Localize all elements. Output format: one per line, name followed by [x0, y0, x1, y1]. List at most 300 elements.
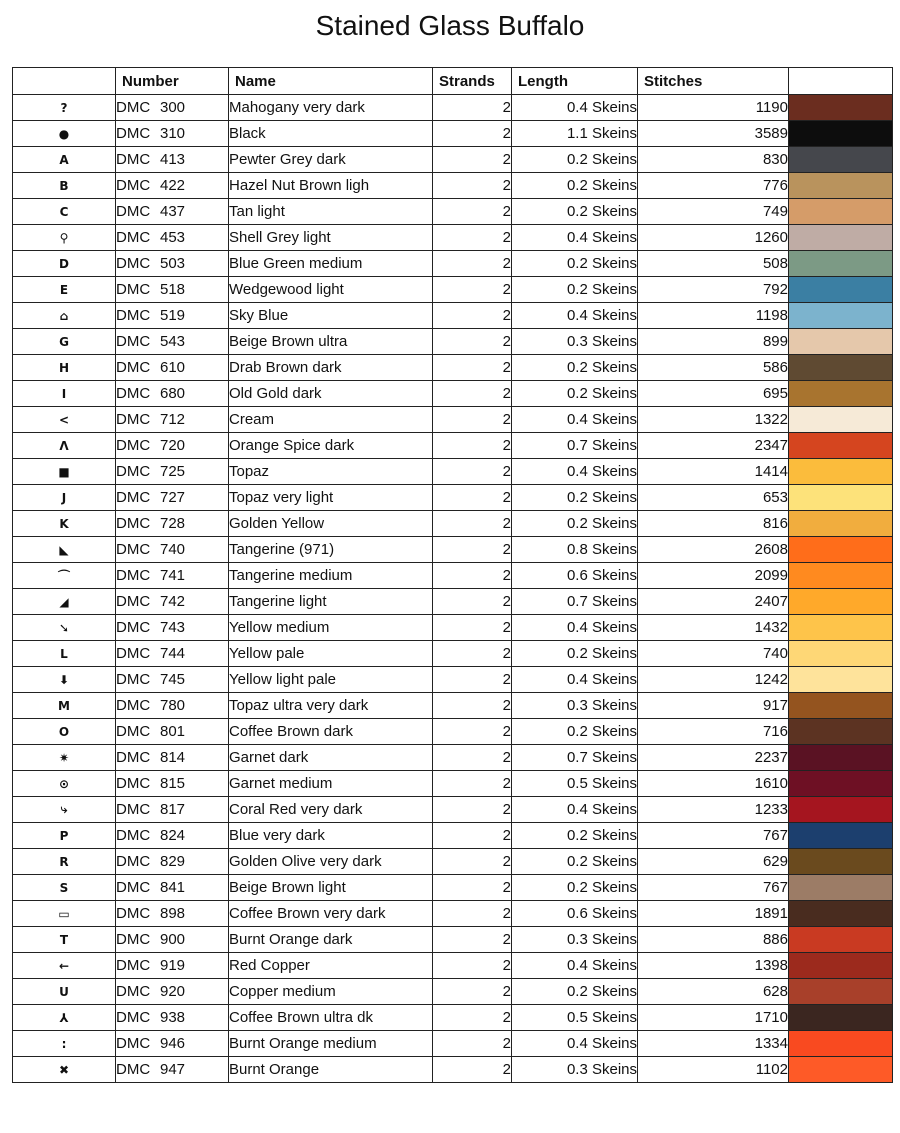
thread-brand: DMC — [116, 931, 151, 948]
color-swatch — [789, 199, 892, 224]
thread-code: 829 — [160, 853, 186, 870]
thread-brand: DMC — [116, 1061, 151, 1078]
stitches-value: 586 — [638, 355, 789, 381]
stitches-value: 740 — [638, 641, 789, 667]
color-swatch — [789, 1057, 892, 1082]
color-swatch-cell — [789, 381, 893, 407]
stitch-symbol: ➘ — [13, 615, 116, 641]
color-swatch-cell — [789, 485, 893, 511]
stitches-value: 749 — [638, 199, 789, 225]
thread-number — [116, 459, 229, 485]
color-swatch-cell — [789, 589, 893, 615]
color-swatch — [789, 173, 892, 198]
thread-code: 920 — [160, 983, 186, 1000]
table-row — [13, 537, 893, 563]
thread-brand: DMC — [116, 1035, 151, 1052]
strands-value: 2 — [433, 121, 512, 147]
color-swatch — [789, 459, 892, 484]
thread-brand: DMC — [116, 99, 151, 116]
stitches-value: 1414 — [638, 459, 789, 485]
stitch-symbol: ⊙ — [13, 771, 116, 797]
thread-number — [116, 433, 229, 459]
thread-number — [116, 485, 229, 511]
stitches-value: 2237 — [638, 745, 789, 771]
stitch-symbol: H — [13, 355, 116, 381]
color-swatch-cell — [789, 875, 893, 901]
header-name: Name — [229, 68, 433, 95]
thread-code: 780 — [160, 697, 186, 714]
thread-name: Old Gold dark — [229, 381, 433, 407]
thread-name: Coffee Brown very dark — [229, 901, 433, 927]
thread-code: 610 — [160, 359, 186, 376]
color-swatch — [789, 693, 892, 718]
thread-name: Red Copper — [229, 953, 433, 979]
thread-brand: DMC — [116, 801, 151, 818]
thread-number — [116, 1031, 229, 1057]
stitch-symbol: C — [13, 199, 116, 225]
thread-number — [116, 225, 229, 251]
thread-brand: DMC — [116, 437, 151, 454]
stitch-symbol: ◣ — [13, 537, 116, 563]
thread-number — [116, 199, 229, 225]
stitch-symbol: A — [13, 147, 116, 173]
stitches-value: 2347 — [638, 433, 789, 459]
color-swatch-cell — [789, 823, 893, 849]
table-row — [13, 225, 893, 251]
thread-name: Garnet dark — [229, 745, 433, 771]
color-swatch — [789, 147, 892, 172]
stitch-symbol: S — [13, 875, 116, 901]
stitches-value: 2407 — [638, 589, 789, 615]
thread-code: 728 — [160, 515, 186, 532]
table-row — [13, 95, 893, 121]
stitches-value: 508 — [638, 251, 789, 277]
thread-code: 543 — [160, 333, 186, 350]
thread-name: Topaz very light — [229, 485, 433, 511]
color-swatch — [789, 953, 892, 978]
strands-value: 2 — [433, 641, 512, 667]
table-row — [13, 511, 893, 537]
thread-number — [116, 927, 229, 953]
stitches-value: 695 — [638, 381, 789, 407]
length-value: 0.2 Skeins — [512, 485, 638, 511]
table-row — [13, 381, 893, 407]
strands-value: 2 — [433, 797, 512, 823]
length-value: 0.2 Skeins — [512, 355, 638, 381]
strands-value: 2 — [433, 953, 512, 979]
strands-value: 2 — [433, 719, 512, 745]
color-swatch — [789, 485, 892, 510]
color-swatch-cell — [789, 199, 893, 225]
stitches-value: 767 — [638, 823, 789, 849]
thread-number — [116, 563, 229, 589]
strands-value: 2 — [433, 199, 512, 225]
thread-code: 814 — [160, 749, 186, 766]
length-value: 0.5 Skeins — [512, 1005, 638, 1031]
strands-value: 2 — [433, 407, 512, 433]
thread-code: 841 — [160, 879, 186, 896]
color-swatch — [789, 589, 892, 614]
stitch-symbol: B — [13, 173, 116, 199]
color-swatch-cell — [789, 329, 893, 355]
thread-number — [116, 849, 229, 875]
thread-code: 519 — [160, 307, 186, 324]
stitches-value: 899 — [638, 329, 789, 355]
stitch-symbol: I — [13, 381, 116, 407]
table-row — [13, 615, 893, 641]
strands-value: 2 — [433, 511, 512, 537]
stitch-symbol: ⌂ — [13, 303, 116, 329]
header-symbol — [13, 68, 116, 95]
thread-brand: DMC — [116, 359, 151, 376]
thread-number — [116, 121, 229, 147]
thread-code: 413 — [160, 151, 186, 168]
thread-brand: DMC — [116, 957, 151, 974]
length-value: 0.4 Skeins — [512, 407, 638, 433]
thread-brand: DMC — [116, 541, 151, 558]
thread-number — [116, 719, 229, 745]
stitches-value: 716 — [638, 719, 789, 745]
thread-number — [116, 667, 229, 693]
thread-number — [116, 1005, 229, 1031]
thread-code: 518 — [160, 281, 186, 298]
table-row — [13, 797, 893, 823]
length-value: 0.3 Skeins — [512, 329, 638, 355]
stitch-symbol: U — [13, 979, 116, 1005]
thread-brand: DMC — [116, 905, 151, 922]
color-swatch-cell — [789, 953, 893, 979]
table-row — [13, 459, 893, 485]
table-row — [13, 719, 893, 745]
color-swatch-cell — [789, 927, 893, 953]
thread-brand: DMC — [116, 281, 151, 298]
thread-brand: DMC — [116, 775, 151, 792]
stitch-symbol: ? — [13, 95, 116, 121]
strands-value: 2 — [433, 927, 512, 953]
strands-value: 2 — [433, 745, 512, 771]
length-value: 0.4 Skeins — [512, 953, 638, 979]
table-row — [13, 329, 893, 355]
thread-number — [116, 875, 229, 901]
table-row — [13, 277, 893, 303]
stitch-symbol: K — [13, 511, 116, 537]
thread-number — [116, 277, 229, 303]
thread-brand: DMC — [116, 203, 151, 220]
page-title: Stained Glass Buffalo — [315, 10, 585, 41]
length-value: 0.2 Skeins — [512, 849, 638, 875]
thread-name: Tan light — [229, 199, 433, 225]
thread-brand: DMC — [116, 879, 151, 896]
stitch-symbol: R — [13, 849, 116, 875]
color-swatch-cell — [789, 537, 893, 563]
color-swatch-cell — [789, 667, 893, 693]
stitches-value: 653 — [638, 485, 789, 511]
length-value: 0.6 Skeins — [512, 901, 638, 927]
thread-brand: DMC — [116, 723, 151, 740]
thread-number — [116, 95, 229, 121]
thread-brand: DMC — [116, 125, 151, 142]
thread-code: 300 — [160, 99, 186, 116]
color-swatch — [789, 641, 892, 666]
stitches-value: 1102 — [638, 1057, 789, 1083]
thread-name: Orange Spice dark — [229, 433, 433, 459]
table-row — [13, 771, 893, 797]
thread-number — [116, 355, 229, 381]
thread-number — [116, 511, 229, 537]
color-swatch-cell — [789, 303, 893, 329]
thread-brand: DMC — [116, 463, 151, 480]
thread-number — [116, 303, 229, 329]
length-value: 0.2 Skeins — [512, 199, 638, 225]
stitch-symbol: ⚲ — [13, 225, 116, 251]
length-value: 0.2 Skeins — [512, 173, 638, 199]
strands-value: 2 — [433, 823, 512, 849]
thread-name: Golden Olive very dark — [229, 849, 433, 875]
color-swatch-cell — [789, 355, 893, 381]
header-color — [789, 68, 893, 95]
thread-number — [116, 693, 229, 719]
thread-name: Burnt Orange dark — [229, 927, 433, 953]
thread-name: Copper medium — [229, 979, 433, 1005]
thread-name: Beige Brown light — [229, 875, 433, 901]
color-swatch-cell — [789, 1031, 893, 1057]
strands-value: 2 — [433, 459, 512, 485]
thread-code: 437 — [160, 203, 186, 220]
thread-code: 938 — [160, 1009, 186, 1026]
length-value: 0.4 Skeins — [512, 1031, 638, 1057]
strands-value: 2 — [433, 693, 512, 719]
thread-code: 742 — [160, 593, 186, 610]
strands-value: 2 — [433, 563, 512, 589]
thread-code: 720 — [160, 437, 186, 454]
stitch-symbol: J — [13, 485, 116, 511]
color-swatch — [789, 563, 892, 588]
stitches-value: 1242 — [638, 667, 789, 693]
strands-value: 2 — [433, 1057, 512, 1083]
thread-name: Garnet medium — [229, 771, 433, 797]
thread-name: Sky Blue — [229, 303, 433, 329]
color-swatch — [789, 433, 892, 458]
thread-name: Golden Yellow — [229, 511, 433, 537]
thread-code: 900 — [160, 931, 186, 948]
strands-value: 2 — [433, 433, 512, 459]
thread-number — [116, 745, 229, 771]
color-swatch — [789, 511, 892, 536]
stitches-value: 628 — [638, 979, 789, 1005]
table-row — [13, 199, 893, 225]
thread-brand: DMC — [116, 619, 151, 636]
color-swatch — [789, 225, 892, 250]
thread-name: Tangerine medium — [229, 563, 433, 589]
stitch-symbol: ✷ — [13, 745, 116, 771]
thread-number — [116, 173, 229, 199]
thread-code: 815 — [160, 775, 186, 792]
stitches-value: 816 — [638, 511, 789, 537]
color-swatch-cell — [789, 1057, 893, 1083]
color-swatch-cell — [789, 641, 893, 667]
thread-key-table — [12, 67, 893, 1083]
strands-value: 2 — [433, 485, 512, 511]
length-value: 0.2 Skeins — [512, 251, 638, 277]
length-value: 0.4 Skeins — [512, 797, 638, 823]
strands-value: 2 — [433, 147, 512, 173]
color-swatch — [789, 381, 892, 406]
table-row — [13, 823, 893, 849]
color-swatch-cell — [789, 225, 893, 251]
color-swatch-cell — [789, 95, 893, 121]
thread-name: Coral Red very dark — [229, 797, 433, 823]
thread-name: Burnt Orange medium — [229, 1031, 433, 1057]
stitches-value: 1198 — [638, 303, 789, 329]
thread-brand: DMC — [116, 567, 151, 584]
table-row — [13, 979, 893, 1005]
table-row — [13, 251, 893, 277]
header-number: Number — [116, 68, 229, 95]
thread-name: Cream — [229, 407, 433, 433]
color-swatch — [789, 407, 892, 432]
color-swatch — [789, 901, 892, 926]
thread-brand: DMC — [116, 749, 151, 766]
header-stitches: Stitches — [638, 68, 789, 95]
stitches-value: 1233 — [638, 797, 789, 823]
thread-name: Black — [229, 121, 433, 147]
length-value: 0.7 Skeins — [512, 433, 638, 459]
color-swatch-cell — [789, 459, 893, 485]
stitches-value: 886 — [638, 927, 789, 953]
color-swatch — [789, 95, 892, 120]
table-row — [13, 693, 893, 719]
color-swatch — [789, 745, 892, 770]
color-swatch-cell — [789, 719, 893, 745]
stitch-symbol: ◢ — [13, 589, 116, 615]
color-swatch — [789, 979, 892, 1004]
thread-code: 744 — [160, 645, 186, 662]
stitch-symbol: ⅄ — [13, 1005, 116, 1031]
thread-name: Blue very dark — [229, 823, 433, 849]
color-swatch — [789, 875, 892, 900]
thread-brand: DMC — [116, 255, 151, 272]
thread-brand: DMC — [116, 151, 151, 168]
stitch-symbol: ⬇ — [13, 667, 116, 693]
stitch-symbol: ⌒ — [13, 563, 116, 589]
color-swatch-cell — [789, 1005, 893, 1031]
thread-number — [116, 953, 229, 979]
stitch-symbol: ▭ — [13, 901, 116, 927]
table-row — [13, 589, 893, 615]
thread-brand: DMC — [116, 1009, 151, 1026]
color-swatch-cell — [789, 173, 893, 199]
color-swatch — [789, 251, 892, 276]
table-row — [13, 173, 893, 199]
strands-value: 2 — [433, 329, 512, 355]
stitches-value: 776 — [638, 173, 789, 199]
thread-brand: DMC — [116, 853, 151, 870]
stitch-symbol: T — [13, 927, 116, 953]
thread-brand: DMC — [116, 411, 151, 428]
table-row — [13, 901, 893, 927]
length-value: 0.2 Skeins — [512, 147, 638, 173]
length-value: 0.7 Skeins — [512, 745, 638, 771]
header-length: Length — [512, 68, 638, 95]
thread-number — [116, 329, 229, 355]
thread-number — [116, 537, 229, 563]
color-swatch — [789, 667, 892, 692]
table-row — [13, 1005, 893, 1031]
stitch-symbol: ⤷ — [13, 797, 116, 823]
thread-brand: DMC — [116, 671, 151, 688]
thread-name: Drab Brown dark — [229, 355, 433, 381]
thread-name: Tangerine light — [229, 589, 433, 615]
thread-code: 453 — [160, 229, 186, 246]
thread-code: 503 — [160, 255, 186, 272]
thread-name: Yellow pale — [229, 641, 433, 667]
stitches-value: 629 — [638, 849, 789, 875]
thread-number — [116, 641, 229, 667]
stitch-symbol: ■ — [13, 459, 116, 485]
thread-name: Blue Green medium — [229, 251, 433, 277]
strands-value: 2 — [433, 1005, 512, 1031]
thread-name: Tangerine (971) — [229, 537, 433, 563]
color-swatch-cell — [789, 849, 893, 875]
stitches-value: 1322 — [638, 407, 789, 433]
thread-brand: DMC — [116, 229, 151, 246]
table-row — [13, 875, 893, 901]
strands-value: 2 — [433, 901, 512, 927]
thread-code: 745 — [160, 671, 186, 688]
thread-code: 947 — [160, 1061, 186, 1078]
table-header-row — [13, 68, 893, 95]
thread-code: 946 — [160, 1035, 186, 1052]
color-swatch-cell — [789, 251, 893, 277]
color-swatch — [789, 329, 892, 354]
thread-number — [116, 407, 229, 433]
stitch-symbol: D — [13, 251, 116, 277]
thread-name: Coffee Brown ultra dk — [229, 1005, 433, 1031]
strands-value: 2 — [433, 1031, 512, 1057]
thread-code: 919 — [160, 957, 186, 974]
table-row — [13, 147, 893, 173]
table-row — [13, 121, 893, 147]
length-value: 0.4 Skeins — [512, 225, 638, 251]
color-swatch-cell — [789, 901, 893, 927]
strands-value: 2 — [433, 875, 512, 901]
thread-brand: DMC — [116, 489, 151, 506]
length-value: 0.3 Skeins — [512, 1057, 638, 1083]
thread-name: Topaz — [229, 459, 433, 485]
thread-name: Beige Brown ultra — [229, 329, 433, 355]
strands-value: 2 — [433, 589, 512, 615]
thread-brand: DMC — [116, 515, 151, 532]
length-value: 0.8 Skeins — [512, 537, 638, 563]
stitch-symbol: P — [13, 823, 116, 849]
thread-brand: DMC — [116, 983, 151, 1000]
table-row — [13, 355, 893, 381]
thread-code: 741 — [160, 567, 186, 584]
length-value: 0.6 Skeins — [512, 563, 638, 589]
stitches-value: 1260 — [638, 225, 789, 251]
strands-value: 2 — [433, 849, 512, 875]
stitch-symbol: G — [13, 329, 116, 355]
thread-code: 801 — [160, 723, 186, 740]
thread-number — [116, 901, 229, 927]
stitches-value: 1432 — [638, 615, 789, 641]
stitches-value: 830 — [638, 147, 789, 173]
stitch-symbol: O — [13, 719, 116, 745]
length-value: 0.2 Skeins — [512, 875, 638, 901]
strands-value: 2 — [433, 303, 512, 329]
thread-number — [116, 771, 229, 797]
stitch-symbol: M — [13, 693, 116, 719]
